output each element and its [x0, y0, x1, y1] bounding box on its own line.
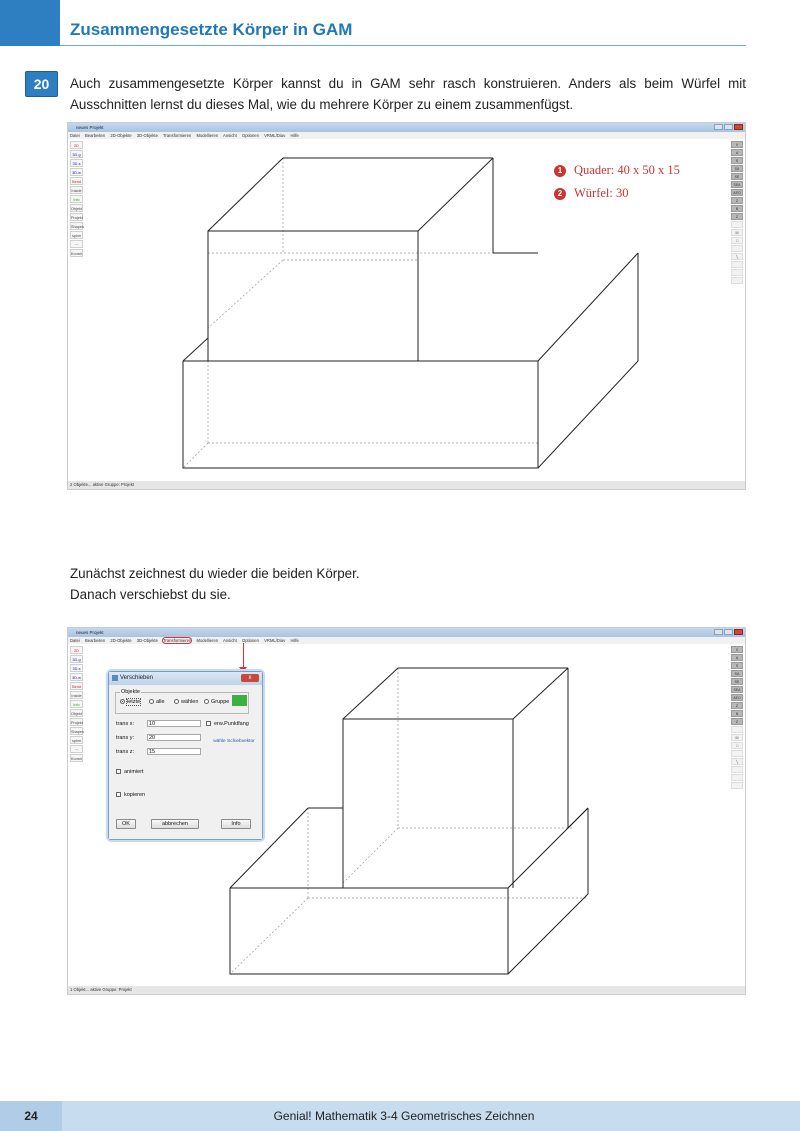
kopieren-box-icon [116, 792, 121, 797]
continuation-text [70, 563, 360, 605]
header-rule [60, 45, 746, 46]
legend-number-1: 1 [554, 165, 566, 177]
tool-3d-g[interactable]: 3D-g [70, 150, 83, 158]
tool-3d-g[interactable]: 3D-g [70, 655, 83, 663]
status-bar: 1 Objekt... aktive Gruppe: Projekt [68, 986, 745, 994]
trans-x-input[interactable]: 10 [147, 720, 201, 727]
page-number: 24 [0, 1101, 62, 1131]
menu-transformieren-highlighted[interactable]: Transformieren [163, 638, 192, 643]
menu-2d-objekte[interactable]: 2D-Objekte [110, 638, 132, 643]
radio-alle-label: alle [156, 699, 165, 705]
hidden-edges-1 [183, 158, 538, 468]
rtool-s[interactable]: S [731, 157, 743, 164]
tool-spkm[interactable]: spkm [70, 736, 83, 744]
kopieren-checkbox[interactable] [116, 792, 145, 798]
menu-hilfe[interactable]: Hilfe [290, 133, 299, 138]
visible-edges-2 [230, 668, 588, 974]
rtool-z2[interactable]: Z [731, 718, 743, 725]
rtool-checkbox-icon[interactable]: ☒ [731, 734, 743, 741]
animiert-box-icon [116, 769, 121, 774]
animiert-checkbox[interactable] [116, 769, 144, 775]
kopieren-label: kopieren [124, 792, 146, 798]
menu-bearbeiten[interactable]: Bearbeiten [84, 133, 106, 138]
menu-modellieren[interactable]: Modellieren [196, 133, 219, 138]
rtool-sea[interactable]: SEA [731, 181, 743, 188]
legend-quader [554, 163, 680, 178]
tool-shapes[interactable]: Shapes [70, 222, 83, 230]
menu-3d-objekte[interactable]: 3D-Objekte [136, 133, 158, 138]
tool-3d-w[interactable]: 3D-w [70, 673, 83, 681]
radio-waehlen-icon [174, 699, 179, 704]
gam-screenshot-2 [67, 627, 746, 995]
hidden-edges-2 [230, 668, 588, 974]
footer-book-title: Genial! Mathematik 3-4 Geometrisches Zeichnen [273, 1109, 535, 1123]
dialog-body [109, 685, 262, 839]
tool-projekt[interactable]: Projekt [70, 213, 83, 221]
dialog-titlebar [109, 672, 262, 685]
trans-y-input[interactable]: 20 [147, 734, 201, 741]
menu-datei[interactable]: Datei [70, 133, 80, 138]
rtool-sa[interactable]: SA [731, 165, 743, 172]
rtool-aeo[interactable]: AEO [731, 189, 743, 196]
tool-objekt[interactable]: Objekt [70, 204, 83, 212]
menu-modellieren[interactable]: Modellieren [196, 638, 219, 643]
legend-wuerfel-text: Würfel: 30 [574, 186, 629, 200]
tool-2d[interactable]: 2D [70, 141, 83, 149]
menu-2d-objekte[interactable]: 2D-Objekte [110, 133, 132, 138]
radio-alle-icon [149, 699, 154, 704]
radio-gruppe[interactable] [204, 699, 229, 705]
menu-ansicht[interactable]: Ansicht [223, 133, 237, 138]
dialog-close-button[interactable]: x [241, 674, 259, 682]
tool-zigzag-icon[interactable]: 〰 [70, 240, 83, 248]
tool-info[interactable]: Info [70, 700, 83, 708]
tool-2d[interactable]: 2D [70, 646, 83, 654]
rtool-b[interactable]: B [731, 710, 743, 717]
gam-screenshot-1 [67, 122, 746, 490]
rtool-aeo[interactable]: AEO [731, 694, 743, 701]
tool-shapes[interactable]: Shapes [70, 727, 83, 735]
menu-optionen[interactable]: Optionen [241, 133, 259, 138]
menu-transformieren[interactable]: Transformieren [163, 133, 192, 138]
rtool-sea[interactable]: SEA [731, 686, 743, 693]
objekte-group [115, 689, 249, 714]
page-title: Zusammengesetzte Körper in GAM [70, 20, 353, 39]
menu-vrml[interactable]: VRML/Diav [264, 638, 286, 643]
rtool-z[interactable]: Z [731, 197, 743, 204]
info-button[interactable]: Info [221, 819, 251, 829]
trans-z-label: trans z: [116, 749, 135, 755]
menu-bearbeiten[interactable]: Bearbeiten [84, 638, 106, 643]
rtool-checkbox-icon[interactable]: ☒ [731, 229, 743, 236]
tool-3d-w[interactable]: 3D-w [70, 168, 83, 176]
menu-datei[interactable]: Datei [70, 638, 80, 643]
ok-button[interactable]: OK [116, 819, 136, 829]
rtool-0[interactable]: 0 [731, 141, 743, 148]
tool-projekt[interactable]: Projekt [70, 718, 83, 726]
tool-inside[interactable]: Inside [70, 186, 83, 194]
rtool-s[interactable]: S [731, 662, 743, 669]
radio-gruppe-label: Gruppe [211, 699, 230, 705]
header-accent-block [0, 0, 60, 46]
radio-gruppe-icon [204, 699, 209, 704]
task-intro: Auch zusammengesetzte Körper kannst du in GAM sehr rasch konstruieren. Anders als beim Würfel mit Ausschnitten lernst du dieses Mal, wie du mehrere Körper zu einem zusammenfügst. [70, 76, 746, 112]
radio-letzte-label: letzte [127, 699, 141, 705]
legend-wuerfel [554, 186, 629, 201]
trans-z-input[interactable]: 15 [147, 748, 201, 755]
rtool-a[interactable]: A [731, 654, 743, 661]
erw-punktfang-label: erw.Punktfang [214, 721, 249, 727]
color-swatch[interactable] [232, 695, 247, 706]
continuation-line-2: Danach verschiebst du sie. [70, 587, 231, 602]
rtool-0[interactable]: 0 [731, 646, 743, 653]
tool-konstr[interactable]: Konstr [70, 249, 83, 257]
tool-zigzag-icon[interactable]: 〰 [70, 745, 83, 753]
legend-quader-text: Quader: 40 x 50 x 15 [574, 163, 680, 177]
legend-number-2: 2 [554, 188, 566, 200]
rtool-sa[interactable]: SA [731, 670, 743, 677]
trans-y-label: trans y: [116, 735, 135, 741]
rtool-se[interactable]: SE [731, 173, 743, 180]
drawing-canvas-1[interactable] [68, 123, 746, 490]
tool-bend[interactable]: Bend [70, 682, 83, 690]
rtool-b[interactable]: B [731, 205, 743, 212]
dialog-app-icon [112, 675, 118, 681]
menu-ansicht[interactable]: Ansicht [223, 638, 237, 643]
erw-punktfang-box-icon [206, 721, 211, 726]
page-footer [0, 1101, 800, 1131]
tool-bend[interactable]: Bend [70, 177, 83, 185]
tool-info[interactable]: Info [70, 195, 83, 203]
visible-edges-1 [183, 158, 638, 468]
trans-x-label: trans x: [116, 721, 135, 727]
objekte-group-label: Objekte [121, 689, 140, 695]
tool-3d-s[interactable]: 3D-s [70, 159, 83, 167]
verschieben-dialog [108, 671, 263, 840]
continuation-line-1: Zunächst zeichnest du wieder die beiden Körper. [70, 566, 360, 581]
menu-3d-objekte[interactable]: 3D-Objekte [136, 638, 158, 643]
schiebvektor-hint[interactable]: wähle Schiebvektor [213, 739, 255, 744]
rtool-se[interactable]: SE [731, 678, 743, 685]
menu-vrml[interactable]: VRML/Diav [264, 133, 286, 138]
menu-hilfe[interactable]: Hilfe [290, 638, 299, 643]
abbrechen-button[interactable]: abbrechen [151, 819, 199, 829]
rtool-line-icon[interactable]: ╲ [731, 253, 743, 260]
tool-objekt[interactable]: Objekt [70, 709, 83, 717]
tool-spkm[interactable]: spkm [70, 231, 83, 239]
erw-punktfang-checkbox[interactable] [206, 721, 249, 727]
animiert-label: animiert [124, 769, 144, 775]
rtool-z[interactable]: Z [731, 702, 743, 709]
rtool-color-icon[interactable]: □ [731, 742, 743, 749]
window-title: neues Projekt [76, 630, 104, 635]
tool-konstr[interactable]: Konstr [70, 754, 83, 762]
radio-alle[interactable] [149, 699, 165, 705]
radio-letzte-icon [120, 699, 125, 704]
rtool-line-icon[interactable]: ╲ [731, 758, 743, 765]
tool-inside[interactable]: Inside [70, 691, 83, 699]
rtool-color-icon[interactable]: □ [731, 237, 743, 244]
tool-3d-s[interactable]: 3D-s [70, 664, 83, 672]
radio-waehlen-label: wählen [181, 699, 199, 705]
window-title: neues Projekt [76, 125, 104, 130]
task-number-badge: 20 [25, 71, 58, 97]
rtool-z2[interactable]: Z [731, 213, 743, 220]
radio-waehlen[interactable] [174, 699, 198, 705]
status-bar: 2 Objekte... aktive Gruppe: Projekt [68, 481, 745, 489]
callout-line [243, 643, 244, 668]
dialog-title: Verschieben [120, 675, 154, 681]
rtool-a[interactable]: A [731, 149, 743, 156]
menu-optionen[interactable]: Optionen [241, 638, 259, 643]
radio-letzte[interactable] [120, 699, 140, 705]
